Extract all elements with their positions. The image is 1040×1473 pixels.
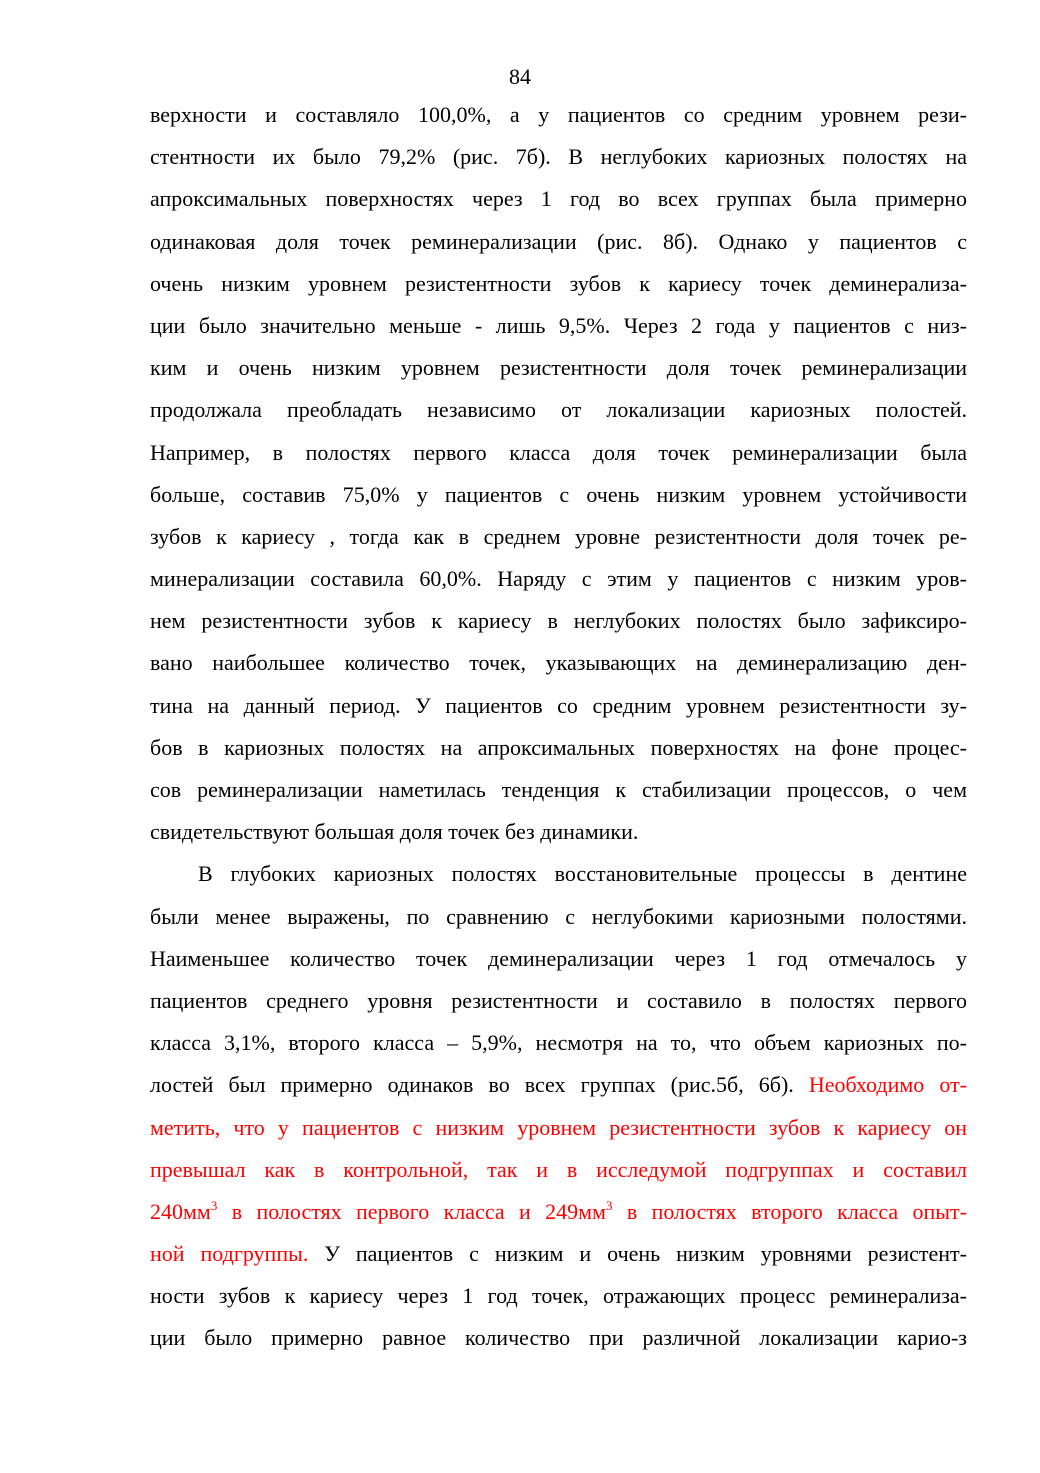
text-segment: верхности и составляло 100,0%, а у пациентов со средним уровнем рези- — [150, 102, 967, 127]
highlighted-text: метить, что у пациентов с низким уровнем резистентности зубов к кариесу он — [150, 1114, 967, 1140]
text-line — [150, 474, 967, 516]
text-line — [150, 1317, 967, 1359]
highlighted-text: превышал как в контрольной, так и в исследумой подгруппах и составил — [150, 1156, 967, 1182]
text-segment: ции было значительно меньше - лишь 9,5%. Через 2 года у пациентов с низ- — [150, 312, 967, 338]
text-line — [150, 938, 967, 980]
text-line — [150, 769, 967, 811]
highlighted-text: в полостях первого класса и 249мм — [217, 1198, 606, 1224]
text-segment: больше, составив 75,0% у пациентов с очень низким уровнем устойчивости — [150, 481, 967, 507]
text-line — [150, 347, 967, 389]
text-line — [150, 1064, 967, 1106]
text-segment: свидетельствуют большая доля точек без динамики. — [150, 819, 639, 845]
text-line — [150, 516, 967, 558]
text-segment: стентности их было 79,2% (рис. 7б). В неглубоких кариозных полостях на — [150, 144, 967, 170]
text-line — [150, 305, 967, 347]
highlighted-text: ной подгруппы. — [150, 1241, 309, 1267]
text-segment: одинаковая доля точек реминерализации (рис. 8б). Однако у пациентов с — [150, 228, 967, 254]
text-segment: тина на данный период. У пациентов со средним уровнем резистентности зу- — [150, 692, 967, 718]
text-line — [150, 685, 967, 727]
text-segment: ции было примерно равное количество при различной локализации карио-з — [150, 1325, 967, 1351]
text-segment: были менее выражены, по сравнению с неглубокими кариозными полостями. — [150, 903, 967, 929]
text-line — [150, 221, 967, 263]
text-line — [150, 1275, 967, 1317]
text-segment: лостей был примерно одинаков во всех группах (рис.5б, 6б). — [150, 1072, 809, 1098]
text-line — [150, 1022, 967, 1064]
text-segment: У пациентов с низким и очень низким уровнями резистент- — [308, 1241, 967, 1267]
text-segment: апроксимальных поверхностях через 1 год во всех группах была примерно — [150, 186, 967, 212]
text-segment: В глубоких кариозных полостях восстановительные процессы в дентине — [198, 861, 967, 887]
text-segment: Например, в полостях первого класса доля точек реминерализации была — [150, 439, 967, 465]
text-segment: сов реминерализации наметилась тенденция к стабилизации процессов, о чем — [150, 777, 967, 802]
text-line — [150, 896, 967, 938]
text-segment: бов в кариозных полостях на апроксимальных поверхностях на фоне процес- — [150, 734, 967, 760]
text-line — [150, 811, 967, 853]
text-line — [150, 1191, 967, 1233]
text-line — [150, 1149, 967, 1191]
text-line — [150, 178, 967, 220]
text-line — [150, 727, 967, 769]
text-segment: ким и очень низким уровнем резистентности доля точек реминерализации — [150, 355, 967, 381]
text-segment: пациентов среднего уровня резистентности и составило в полостях первого — [150, 987, 967, 1013]
text-line — [150, 389, 967, 431]
text-segment: ности зубов к кариесу через 1 год точек, отражающих процесс реминерализа- — [150, 1283, 967, 1309]
text-line — [150, 432, 967, 474]
text-line — [150, 642, 967, 684]
text-line — [150, 600, 967, 642]
text-line — [150, 136, 967, 178]
text-segment: нем резистентности зубов к кариесу в неглубоких полостях было зафиксиро- — [150, 608, 967, 634]
text-segment: зубов к кариесу , тогда как в среднем уровне резистентности доля точек ре- — [150, 523, 967, 549]
text-line — [150, 1107, 967, 1149]
text-line — [150, 1233, 967, 1275]
body-text — [150, 94, 967, 1360]
highlighted-text: 240мм — [150, 1198, 211, 1224]
text-segment: продолжала преобладать независимо от локализации кариозных полостей. — [150, 397, 967, 423]
page-number: 84 — [509, 64, 531, 89]
text-segment: класса 3,1%, второго класса – 5,9%, несмотря на то, что объем кариозных по- — [150, 1030, 967, 1056]
text-line — [150, 853, 967, 895]
text-line — [150, 263, 967, 305]
text-segment: вано наибольшее количество точек, указывающих на деминерализацию ден- — [150, 650, 967, 676]
text-line — [150, 94, 967, 136]
text-segment: Наименьшее количество точек деминерализации через 1 год отмечалось у — [150, 945, 967, 971]
text-line — [150, 980, 967, 1022]
text-segment: минерализации составила 60,0%. Наряду с этим у пациентов с низким уров- — [150, 566, 967, 592]
text-line — [150, 558, 967, 600]
superscript: 3 — [605, 1197, 613, 1213]
superscript: 3 — [210, 1197, 218, 1213]
highlighted-text: Необходимо от- — [808, 1072, 968, 1098]
highlighted-text: в полостях второго класса опыт- — [612, 1198, 967, 1224]
text-segment: очень низким уровнем резистентности зубов к кариесу точек деминерализа- — [150, 270, 967, 296]
